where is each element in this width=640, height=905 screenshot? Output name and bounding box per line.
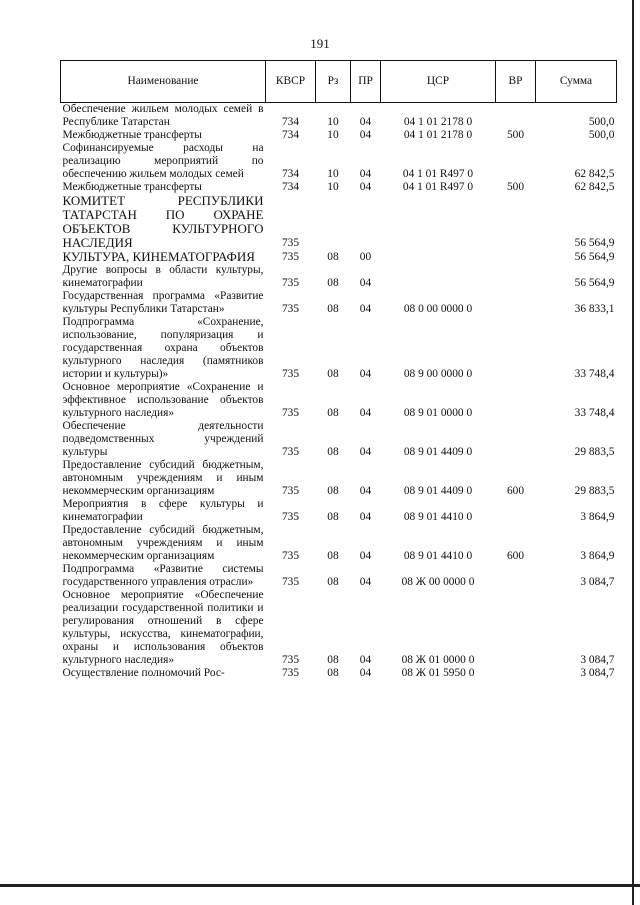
cell-name: КОМИТЕТ РЕСПУБЛИКИ ТАТАРСТАН ПО ОХРАНЕ ОБЪЕКТОВ КУЛЬТУРНОГО НАСЛЕДИЯ xyxy=(62,193,264,250)
column-header-vr: ВР xyxy=(496,61,536,103)
cell-name: КУЛЬТУРА, КИНЕМАТОГРАФИЯ xyxy=(62,249,255,264)
cell-csr: 08 Ж 01 0000 0 xyxy=(401,654,475,666)
cell-rz: 08 xyxy=(327,407,339,419)
column-header-kvsr: КВСР xyxy=(266,61,316,103)
cell-kvsr: 735 xyxy=(281,368,300,380)
table-row xyxy=(61,524,617,563)
cell-kvsr: 735 xyxy=(281,303,300,315)
cell-pr: 04 xyxy=(359,576,372,588)
cell-pr: 04 xyxy=(359,168,372,180)
cell-csr: 08 9 01 4410 0 xyxy=(403,550,473,562)
cell-kvsr: 735 xyxy=(281,576,300,588)
cell-sum: 3 864,9 xyxy=(580,511,615,523)
cell-sum: 36 833,1 xyxy=(574,303,615,315)
cell-vr: 600 xyxy=(506,550,525,562)
cell-pr: 04 xyxy=(359,116,372,128)
cell-vr xyxy=(496,316,536,381)
table-row xyxy=(61,589,617,667)
page-number: 191 xyxy=(310,36,330,51)
cell-name: Межбюджетные трансферты xyxy=(62,129,202,141)
cell-kvsr: 734 xyxy=(281,181,300,193)
cell-rz: 10 xyxy=(327,116,339,128)
cell-pr xyxy=(351,194,381,250)
cell-csr: 08 9 01 0000 0 xyxy=(403,407,473,419)
table-body xyxy=(61,103,617,681)
table-row xyxy=(61,250,617,264)
cell-rz: 08 xyxy=(327,485,339,497)
cell-kvsr: 735 xyxy=(281,251,300,263)
cell-csr: 08 9 01 4409 0 xyxy=(403,485,473,497)
cell-kvsr: 734 xyxy=(281,116,300,128)
cell-csr: 04 1 01 R497 0 xyxy=(402,181,474,193)
cell-vr xyxy=(496,667,536,680)
cell-vr: 500 xyxy=(506,129,525,141)
cell-csr: 04 1 01 R497 0 xyxy=(402,168,474,180)
cell-name: Осуществление полномочий Рос- xyxy=(62,667,225,679)
cell-csr: 08 0 00 0000 0 xyxy=(403,303,473,315)
cell-pr: 04 xyxy=(359,181,372,193)
cell-rz: 08 xyxy=(327,277,339,289)
cell-rz: 10 xyxy=(327,129,339,141)
table-row xyxy=(61,667,617,680)
cell-csr: 04 1 01 2178 0 xyxy=(403,129,473,141)
cell-rz xyxy=(316,194,351,250)
cell-kvsr: 735 xyxy=(281,667,300,679)
cell-rz: 10 xyxy=(327,168,339,180)
cell-sum: 3 864,9 xyxy=(580,550,615,562)
cell-rz: 10 xyxy=(327,181,339,193)
cell-pr: 04 xyxy=(359,303,372,315)
cell-sum: 3 084,7 xyxy=(580,654,615,666)
cell-name: Основное мероприятие «Сохранение и эффективное использование объектов культурного наследия» xyxy=(62,381,264,419)
column-header-rz: Рз xyxy=(316,61,351,103)
table-row xyxy=(61,129,617,142)
table-header xyxy=(61,61,617,103)
cell-rz: 08 xyxy=(327,550,339,562)
cell-name: Межбюджетные трансферты xyxy=(62,181,202,193)
table-row xyxy=(61,459,617,498)
table-row xyxy=(61,103,617,130)
cell-rz: 08 xyxy=(327,303,339,315)
cell-vr: 600 xyxy=(506,485,525,497)
cell-sum: 62 842,5 xyxy=(574,181,615,193)
cell-name: Софинансируемые расходы на реализацию мероприятий по обеспечению жильем молодых семей xyxy=(62,142,264,180)
cell-name: Государственная программа «Развитие культуры Республики Татарстан» xyxy=(62,290,264,315)
cell-csr: 04 1 01 2178 0 xyxy=(403,116,473,128)
cell-kvsr: 735 xyxy=(281,277,300,289)
cell-vr xyxy=(496,498,536,524)
cell-pr: 04 xyxy=(359,368,372,380)
cell-csr xyxy=(381,250,496,264)
cell-kvsr: 735 xyxy=(281,446,300,458)
table-row xyxy=(61,290,617,316)
cell-vr xyxy=(496,250,536,264)
cell-sum: 62 842,5 xyxy=(574,168,615,180)
cell-name: Обеспечение жильем молодых семей в Республике Татарстан xyxy=(62,103,264,128)
cell-rz: 08 xyxy=(327,251,339,263)
cell-csr: 08 9 01 4409 0 xyxy=(403,446,473,458)
cell-vr xyxy=(496,142,536,181)
cell-csr: 08 9 00 0000 0 xyxy=(403,368,473,380)
page-border-right xyxy=(632,0,634,905)
column-header-csr: ЦСР xyxy=(381,61,496,103)
column-header-sum: Сумма xyxy=(536,61,617,103)
cell-pr: 04 xyxy=(359,407,372,419)
cell-sum: 29 883,5 xyxy=(574,446,615,458)
cell-kvsr: 735 xyxy=(281,550,300,562)
cell-csr: 08 Ж 01 5950 0 xyxy=(401,667,475,679)
table-row xyxy=(61,194,617,250)
table-row xyxy=(61,264,617,290)
cell-sum: 3 084,7 xyxy=(580,667,615,679)
cell-pr: 04 xyxy=(359,485,372,497)
cell-name: Основное мероприятие «Обеспечение реализации государственной политики и регулирования отношений в сфере культуры, искусства, кинематографии, охраны и использования объектов культурного наследия» xyxy=(62,589,264,666)
cell-sum: 33 748,4 xyxy=(574,368,615,380)
cell-vr xyxy=(496,194,536,250)
cell-sum: 33 748,4 xyxy=(574,407,615,419)
table-row xyxy=(61,381,617,420)
table-row xyxy=(61,142,617,181)
cell-csr xyxy=(381,264,496,290)
cell-rz: 08 xyxy=(327,511,339,523)
cell-kvsr: 734 xyxy=(281,129,300,141)
cell-kvsr: 734 xyxy=(281,168,300,180)
cell-kvsr: 735 xyxy=(281,407,300,419)
cell-csr xyxy=(381,194,496,250)
cell-kvsr: 735 xyxy=(281,511,300,523)
cell-pr: 04 xyxy=(359,446,372,458)
cell-name: Обеспечение деятельности подведомственных учреждений культуры xyxy=(62,420,264,458)
cell-rz: 08 xyxy=(327,368,339,380)
cell-vr xyxy=(496,264,536,290)
table-row xyxy=(61,420,617,459)
cell-kvsr: 735 xyxy=(281,237,300,249)
cell-sum: 3 084,7 xyxy=(580,576,615,588)
cell-name: Предоставление субсидий бюджетным, автономным учреждениям и иным некоммерческим организациям xyxy=(62,524,264,562)
cell-name: Другие вопросы в области культуры, кинематографии xyxy=(62,264,264,289)
cell-sum: 29 883,5 xyxy=(574,485,615,497)
cell-pr: 04 xyxy=(359,654,372,666)
cell-csr: 08 Ж 00 0000 0 xyxy=(401,576,475,588)
table-row xyxy=(61,498,617,524)
cell-vr xyxy=(496,381,536,420)
cell-vr: 500 xyxy=(506,181,525,193)
page-border-bottom xyxy=(0,884,640,887)
cell-sum: 56 564,9 xyxy=(574,251,615,263)
cell-vr xyxy=(496,103,536,130)
cell-pr: 04 xyxy=(359,511,372,523)
table-row xyxy=(61,563,617,589)
cell-rz: 08 xyxy=(327,576,339,588)
cell-pr: 04 xyxy=(359,277,372,289)
cell-pr: 04 xyxy=(359,667,372,679)
column-header-name: Наименование xyxy=(61,61,266,103)
cell-sum: 500,0 xyxy=(588,129,615,141)
cell-vr xyxy=(496,563,536,589)
cell-name: Подпрограмма «Сохранение, использование, популяризация и государственная охрана объектов культурного наследия (памятников истории и культуры)» xyxy=(62,316,264,380)
table-row xyxy=(61,316,617,381)
cell-name: Мероприятия в сфере культуры и кинематографии xyxy=(62,498,264,523)
cell-rz: 08 xyxy=(327,667,339,679)
cell-pr: 04 xyxy=(359,129,372,141)
cell-rz: 08 xyxy=(327,446,339,458)
cell-name: Предоставление субсидий бюджетным, автономным учреждениям и иным некоммерческим организациям xyxy=(62,459,264,497)
cell-pr: 00 xyxy=(359,251,372,263)
cell-sum: 56 564,9 xyxy=(574,277,615,289)
cell-sum: 56 564,9 xyxy=(574,237,615,249)
cell-vr xyxy=(496,420,536,459)
budget-table xyxy=(60,60,617,680)
cell-vr xyxy=(496,589,536,667)
cell-rz: 08 xyxy=(327,654,339,666)
cell-pr: 04 xyxy=(359,550,372,562)
cell-vr xyxy=(496,290,536,316)
column-header-pr: ПР xyxy=(351,61,381,103)
cell-csr: 08 9 01 4410 0 xyxy=(403,511,473,523)
cell-sum: 500,0 xyxy=(588,116,615,128)
cell-kvsr: 735 xyxy=(281,654,300,666)
cell-kvsr: 735 xyxy=(281,485,300,497)
cell-name: Подпрограмма «Развитие системы государственного управления отрасли» xyxy=(62,563,264,588)
